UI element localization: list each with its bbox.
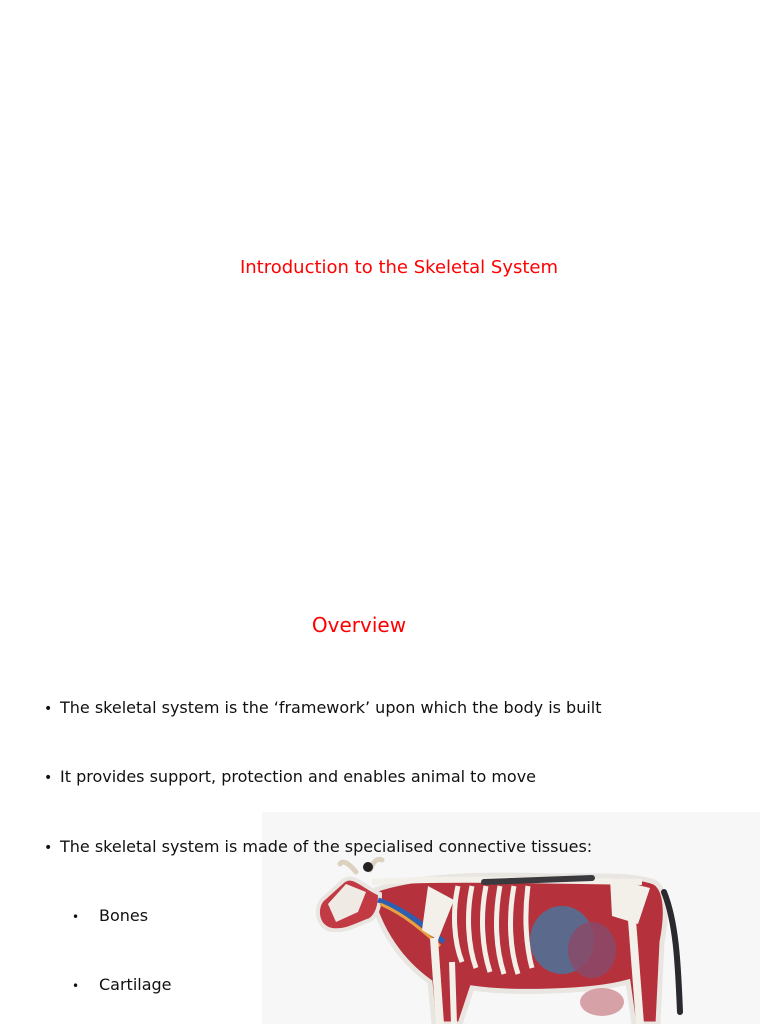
bullet-icon: •	[44, 701, 53, 717]
bullet-text: It provides support, protection and enables animal to move	[60, 767, 536, 786]
bullet-icon: •	[72, 910, 80, 924]
horn-shape	[340, 862, 356, 872]
sub-bullet-text: Bones	[99, 906, 149, 925]
foreleg-bone	[452, 962, 454, 1024]
sub-bullet-item	[72, 975, 172, 996]
ear-tag-icon	[363, 862, 373, 872]
sub-bullet-text: Cartilage	[99, 975, 172, 994]
udder-shape	[580, 988, 624, 1016]
bullet-item	[44, 767, 536, 788]
sub-bullet-item	[72, 906, 148, 927]
bullet-text: The skeletal system is the ‘framework’ upon which the body is built	[60, 698, 602, 717]
section-heading: Overview	[311, 613, 407, 637]
bullet-icon: •	[44, 840, 53, 856]
bullet-item	[44, 837, 592, 858]
bullet-icon: •	[44, 770, 53, 786]
bullet-text: The skeletal system is made of the specialised connective tissues:	[60, 837, 593, 856]
back-panel-shape	[484, 878, 592, 882]
intestine-shape	[568, 922, 616, 978]
bullet-icon: •	[72, 979, 80, 993]
slide-title: Introduction to the Skeletal System	[239, 257, 559, 278]
bullet-item	[44, 698, 602, 719]
